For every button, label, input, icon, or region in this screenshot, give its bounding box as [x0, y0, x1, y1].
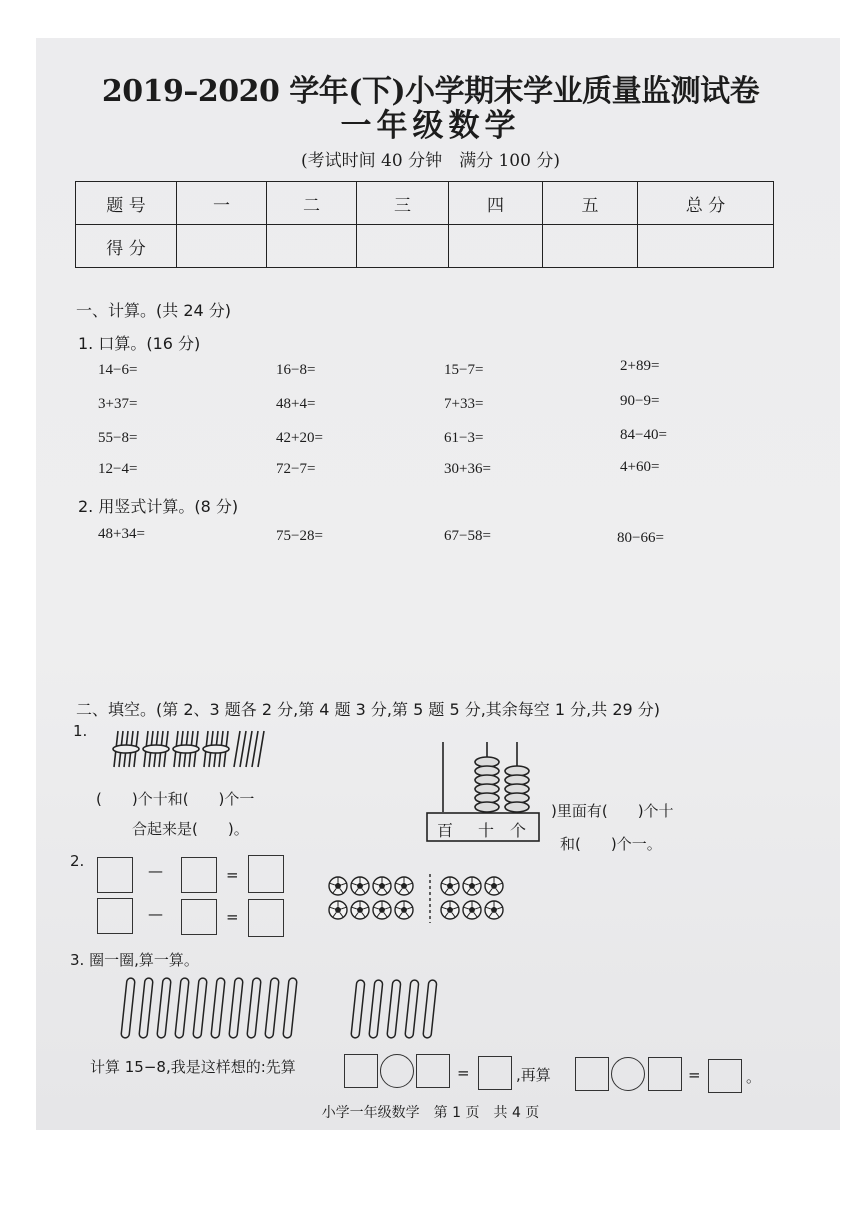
- answer-box[interactable]: [575, 1057, 609, 1091]
- answer-box[interactable]: [97, 857, 133, 893]
- score-table: [75, 181, 774, 268]
- page-footer: 小学一年级数学 第 1 页 共 4 页: [321, 1105, 540, 1121]
- exam-subject: 一年级数学: [340, 108, 521, 144]
- score-table-header-row: [76, 182, 774, 225]
- soccer-ball-group-left: [329, 877, 413, 919]
- score-table-cell: 总 分: [638, 182, 774, 225]
- vertical-calc-item: 80−66=: [617, 530, 664, 546]
- stick-bundle: [113, 731, 139, 767]
- stick-bundle: [173, 731, 199, 767]
- soccer-balls-illustration: [326, 873, 516, 925]
- answer-box[interactable]: [248, 855, 284, 893]
- score-table-cell: 四: [449, 182, 543, 225]
- operator-circle[interactable]: [380, 1054, 414, 1088]
- q1-right-line1: )里面有( )个十: [551, 802, 674, 820]
- score-table-cell: 五: [543, 182, 638, 225]
- equals-sign: =: [457, 1064, 470, 1082]
- answer-box[interactable]: [181, 899, 217, 935]
- minus-sign: —: [148, 905, 163, 923]
- score-table-cell: 题 号: [76, 182, 177, 225]
- answer-box[interactable]: [344, 1054, 378, 1088]
- q3-title: 3. 圈一圈,算一算。: [70, 951, 199, 969]
- vertical-calc-item: 67−58=: [444, 528, 491, 544]
- vertical-calc-item: 48+34=: [98, 526, 145, 542]
- oral-item: 15−7=: [444, 362, 484, 378]
- abacus-beads-tens: [475, 757, 499, 812]
- q1-left-line2: 合起来是( )。: [132, 820, 249, 838]
- answer-box[interactable]: [416, 1054, 450, 1088]
- oral-item: 16−8=: [276, 362, 316, 378]
- equals-sign: =: [226, 866, 239, 884]
- abacus-label-tens: 十: [478, 821, 495, 840]
- oral-item: 4+60=: [620, 459, 660, 475]
- oral-item: 48+4=: [276, 396, 316, 412]
- oral-item: 72−7=: [276, 461, 316, 477]
- answer-box[interactable]: [248, 899, 284, 937]
- answer-box[interactable]: [478, 1056, 512, 1090]
- section1-heading: 一、计算。(共 24 分): [76, 301, 232, 320]
- stick-bundle: [143, 731, 169, 767]
- oral-item: 42+20=: [276, 430, 323, 446]
- minus-sign: —: [148, 862, 163, 880]
- score-table-cell: 一: [177, 182, 267, 225]
- exam-title: 2019–2020 学年(下)小学期末学业质量监测试卷: [101, 74, 760, 109]
- abacus-beads-ones: [505, 766, 529, 812]
- q1-number: 1.: [73, 722, 88, 740]
- section2-heading: 二、填空。(第 2、3 题各 2 分,第 4 题 3 分,第 5 题 5 分,其余每空 1 分,共 29 分): [76, 700, 661, 719]
- answer-box[interactable]: [648, 1057, 682, 1091]
- score-field[interactable]: [177, 225, 267, 268]
- oral-item: 84−40=: [620, 427, 667, 443]
- score-table-cell: 三: [357, 182, 449, 225]
- oral-item: 2+89=: [620, 358, 660, 374]
- stick-bundle: [203, 731, 229, 767]
- score-field[interactable]: [267, 225, 357, 268]
- oral-item: 12−4=: [98, 461, 138, 477]
- vertical-calc-item: 75−28=: [276, 528, 323, 544]
- equals-sign: =: [688, 1066, 701, 1084]
- operator-circle[interactable]: [611, 1057, 645, 1091]
- oral-item: 55−8=: [98, 430, 138, 446]
- stick-bundles-illustration: [112, 727, 272, 773]
- equals-sign: =: [226, 908, 239, 926]
- score-table-score-row: [76, 225, 774, 268]
- q2-number: 2.: [70, 852, 85, 870]
- answer-box[interactable]: [181, 857, 217, 893]
- score-table-cell: 得 分: [76, 225, 177, 268]
- q1-right-line2: 和( )个一。: [560, 835, 662, 853]
- score-table-cell: 二: [267, 182, 357, 225]
- answer-box[interactable]: [97, 898, 133, 934]
- oral-item: 14−6=: [98, 362, 138, 378]
- oral-item: 30+36=: [444, 461, 491, 477]
- score-field[interactable]: [543, 225, 638, 268]
- score-field[interactable]: [449, 225, 543, 268]
- loose-sticks: [234, 731, 264, 767]
- soccer-ball-group-right: [441, 877, 503, 919]
- abacus-label-ones: 个: [510, 821, 527, 840]
- abacus-label-hundreds: 百: [437, 821, 454, 840]
- q1-title: 1. 口算。(16 分): [78, 334, 201, 353]
- answer-box[interactable]: [708, 1059, 742, 1093]
- oral-item: 3+37=: [98, 396, 138, 412]
- period-mark: 。: [746, 1068, 762, 1086]
- oral-item: 61−3=: [444, 430, 484, 446]
- q1-left-line1: ( )个十和( )个一: [96, 790, 255, 808]
- q3-prompt: 计算 15−8,我是这样想的:先算: [90, 1058, 296, 1076]
- q2-title: 2. 用竖式计算。(8 分): [78, 497, 239, 516]
- oral-item: 7+33=: [444, 396, 484, 412]
- sticks-illustration: [116, 974, 446, 1046]
- q3-then-text: ,再算: [516, 1066, 551, 1084]
- score-field[interactable]: [357, 225, 449, 268]
- exam-info: (考试时间 40 分钟 满分 100 分): [301, 151, 560, 171]
- oral-item: 90−9=: [620, 393, 660, 409]
- score-field[interactable]: [638, 225, 774, 268]
